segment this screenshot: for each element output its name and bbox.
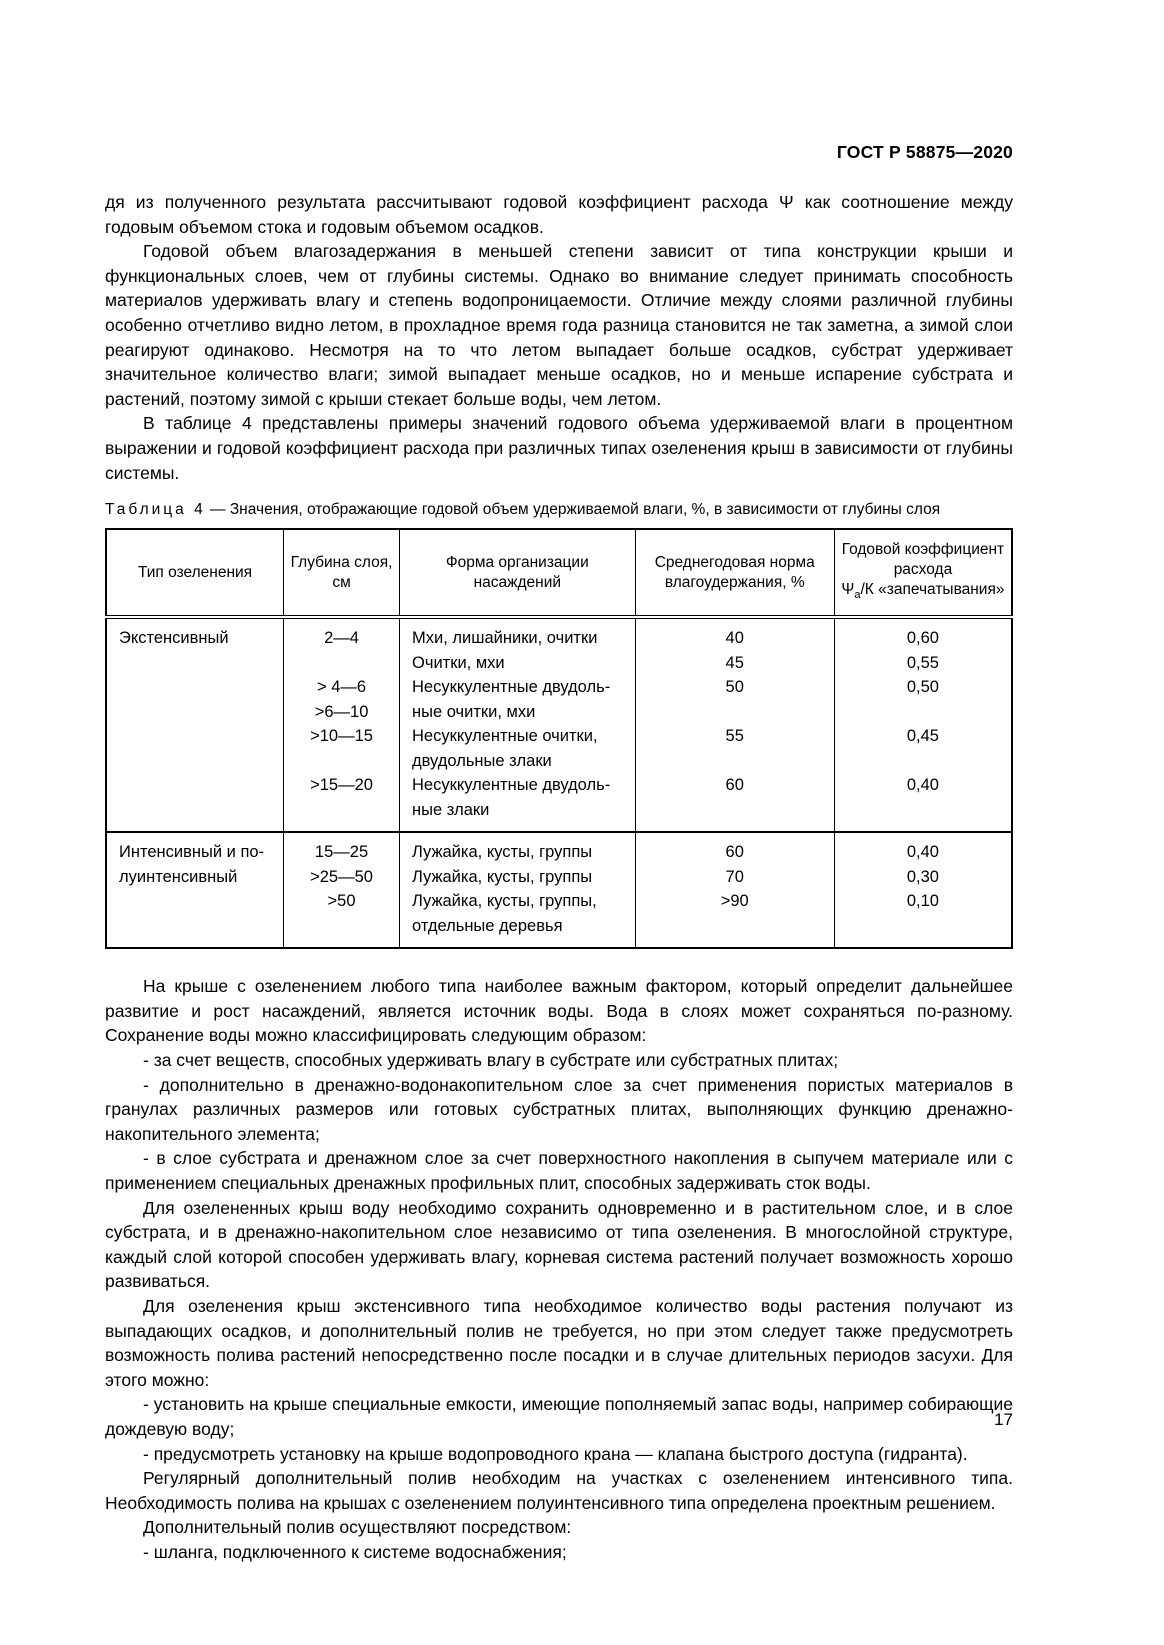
paragraph: В таблице 4 представлены примеры значений годового объема удерживаемой влаги в процентном выражении и годовой коэффициент расхода при различных типах озеленения крыш в зависимости от глубины системы.	[105, 413, 1013, 483]
table-header-coef	[834, 529, 1012, 617]
table-caption	[105, 501, 1013, 519]
paragraph: - в слое субстрата и дренажном слое за счет поверхностного накопления в сыпучем материале или с применением специальных дренажных профильных плит, способных задерживать сток воды.	[105, 1148, 1013, 1193]
table-cell	[400, 832, 636, 948]
table-cell-line: Несуккулентные двудоль-	[412, 678, 611, 697]
table-cell-line	[636, 914, 834, 939]
coef-header-rest: /К «запечатывания»	[860, 581, 1005, 599]
table-cell-line: 0,40	[906, 843, 939, 862]
table-cell	[284, 617, 400, 832]
table-header-depth: Глубина слоя, см	[284, 529, 400, 617]
table-header-type: Тип озеленения	[106, 529, 284, 617]
table-cell-line: Несуккулентные очитки,	[412, 727, 598, 746]
table-cell-line: 45	[725, 653, 744, 672]
paragraph: дя из полученного результата рассчитывают годовой коэффициент расхода Ψ как соотношение между годовым объемом стока и годовым объемом осадков.	[105, 192, 1013, 237]
table-cell-line: 60	[725, 843, 744, 862]
table-cell-line: 0,40	[906, 776, 939, 795]
table-cell-line	[284, 651, 399, 676]
table-cell	[635, 832, 834, 948]
paragraph: - установить на крыше специальные емкости, имеющие пополняемый запас воды, например собирающие дождевую воду;	[105, 1394, 1013, 1439]
table-cell-line: >90	[720, 892, 749, 911]
table-cell-line: 0,50	[906, 678, 939, 697]
paragraph: - дополнительно в дренажно-водонакопительном слое за счет применения пористых материалов в гранулах различных размеров или готовых субстратных плитах, выполняющих функцию дренажно-накопительного элемента;	[105, 1074, 1013, 1144]
table-cell-line: Несуккулентные двудоль-	[412, 776, 611, 795]
table-row	[106, 617, 1012, 832]
paragraph: Для озеленения крыш экстенсивного типа необходимое количество воды растения получают из выпадающих осадков, и дополнительный полив не требуется, но при этом следует также предусмотреть возможность полива растений непосредственно после посадки и в случае длительных периодов засухи. Для этого можно:	[105, 1295, 1013, 1390]
table-cell-line: 60	[725, 776, 744, 795]
table-cell-line: 50	[725, 678, 744, 697]
body-text-after-table	[105, 974, 1013, 1564]
paragraph: Регулярный дополнительный полив необходим на участках с озеленением интенсивного типа. Необходимость полива на крышах с озеленением полуинтенсивного типа определена проектным решением.	[105, 1468, 1013, 1513]
paragraph: Годовой объем влагозадержания в меньшей степени зависит от типа конструкции крыши и функциональных слоев, чем от глубины системы. Однако во внимание следует принимать способность материалов удерживать влагу и степень водопроницаемости. Отличие между слоями различной глубины особенно отчетливо видно летом, в прохладное время года разница становится не так заметна, а зимой слои реагируют одинаково. Несмотря на то что летом выпадает больше осадков, субстрат удерживает значительное количество влаги; зимой выпадает меньше осадков, но и меньше испарение субстрата и растений, поэтому зимой с крыши стекает больше воды, чем летом.	[105, 241, 1013, 409]
table-cell-line: >25—50	[310, 867, 373, 886]
table-cell-line: >6—10	[314, 702, 369, 721]
table-cell-line	[284, 798, 399, 823]
paragraph: - шланга, подключенного к системе водоснабжения;	[143, 1541, 567, 1562]
table-cell-line: двудольные злаки	[412, 751, 552, 770]
page-number: 17	[994, 1410, 1013, 1429]
table-cell-line: Очитки, мхи	[412, 653, 505, 672]
table-cell	[400, 617, 636, 832]
table-cell-line: 2—4	[324, 629, 359, 648]
table-cell-line: Экстенсивный	[119, 629, 229, 648]
table-cell-line: 55	[725, 727, 744, 746]
document-code-header: ГОСТ Р 58875—2020	[836, 142, 1013, 162]
table-cell-line: 0,10	[906, 892, 939, 911]
table-cell-line: отдельные деревья	[412, 916, 563, 935]
table-cell-line	[835, 798, 1011, 823]
table-caption-label: Таблица 4	[105, 501, 206, 519]
table-cell-line: > 4—6	[317, 678, 367, 697]
page-content	[105, 0, 1013, 1564]
paragraph: Для озелененных крыш воду необходимо сохранить одновременно и в растительном слое, и в слое субстрата, и в дренажно-накопительном слое независимо от типа озеленения. В многослойной структуре, каждый слой которой способен удерживать влагу, корневая система растений получает возможность хорошо развиваться.	[105, 1197, 1013, 1292]
table-cell-line	[835, 914, 1011, 939]
table-cell-line: 0,60	[906, 629, 939, 648]
psi-subscript: а	[854, 589, 861, 602]
table-cell	[106, 832, 284, 948]
table-cell-line: >15—20	[310, 776, 373, 795]
paragraph: - предусмотреть установку на крыше водопроводного крана — клапана быстрого доступа (гидранта).	[143, 1443, 968, 1464]
table-cell-line: 40	[725, 629, 744, 648]
table-cell-line	[636, 700, 834, 725]
table-cell	[834, 832, 1012, 948]
table-cell	[834, 617, 1012, 832]
paragraph: На крыше с озеленением любого типа наиболее важным фактором, который определит дальнейшее развитие и рост насаждений, является источник воды. Вода в слоях может сохраняться по-разному. Сохранение воды можно классифицировать следующим образом:	[105, 976, 1013, 1046]
table-cell-line: ные очитки, мхи	[412, 702, 536, 721]
table-cell-line	[284, 914, 399, 939]
table-cell-line	[835, 700, 1011, 725]
paragraph: Дополнительный полив осуществляют посредством:	[143, 1517, 572, 1538]
table-cell-line: 0,30	[906, 867, 939, 886]
table-cell-line: Мхи, лишайники, очитки	[412, 629, 598, 648]
table-cell	[284, 832, 400, 948]
paragraph: - за счет веществ, способных удерживать влагу в субстрате или субстратных плитах;	[143, 1050, 839, 1070]
body-text-before-table	[105, 190, 1013, 485]
table-cell-line	[636, 749, 834, 774]
table-cell-line: Лужайка, кусты, группы	[412, 843, 593, 862]
table-header-coef-line1: Годовой коэффициент	[841, 541, 1005, 559]
table-cell	[635, 617, 834, 832]
table-cell-line	[636, 798, 834, 823]
table-header-norm: Среднегодовая норма влагоудержания, %	[635, 529, 834, 617]
table-caption-text: — Значения, отображающие годовой объем удерживаемой влаги, %, в зависимости от глубины слоя	[210, 501, 941, 519]
table-cell-line: 0,55	[906, 653, 939, 672]
table-cell-line: 70	[725, 867, 744, 886]
table-header-coef-line3	[841, 580, 1005, 605]
table-cell	[106, 617, 284, 832]
table-cell-line: луинтенсивный	[119, 867, 238, 886]
table-cell-line: ные злаки	[412, 800, 490, 819]
table-body	[106, 617, 1012, 948]
table-cell-line: Лужайка, кусты, группы	[412, 867, 593, 886]
table-cell-line: >10—15	[310, 727, 373, 746]
table-cell-line: 15—25	[314, 843, 369, 862]
table-cell-line: 0,45	[906, 727, 939, 746]
table-header-form: Форма организации насаждений	[400, 529, 636, 617]
table-cell-line: >50	[327, 892, 356, 911]
table-cell-line	[284, 749, 399, 774]
table-cell-line: Лужайка, кусты, группы,	[412, 892, 597, 911]
table-row	[106, 832, 1012, 948]
table-4-moisture-retention	[105, 528, 1013, 949]
table-header-row	[106, 529, 1012, 617]
table-cell-line	[835, 749, 1011, 774]
table-cell-line: Интенсивный и по-	[119, 843, 265, 862]
psi-symbol: Ψ	[841, 581, 855, 599]
table-header-coef-line2: расхода	[893, 561, 953, 579]
